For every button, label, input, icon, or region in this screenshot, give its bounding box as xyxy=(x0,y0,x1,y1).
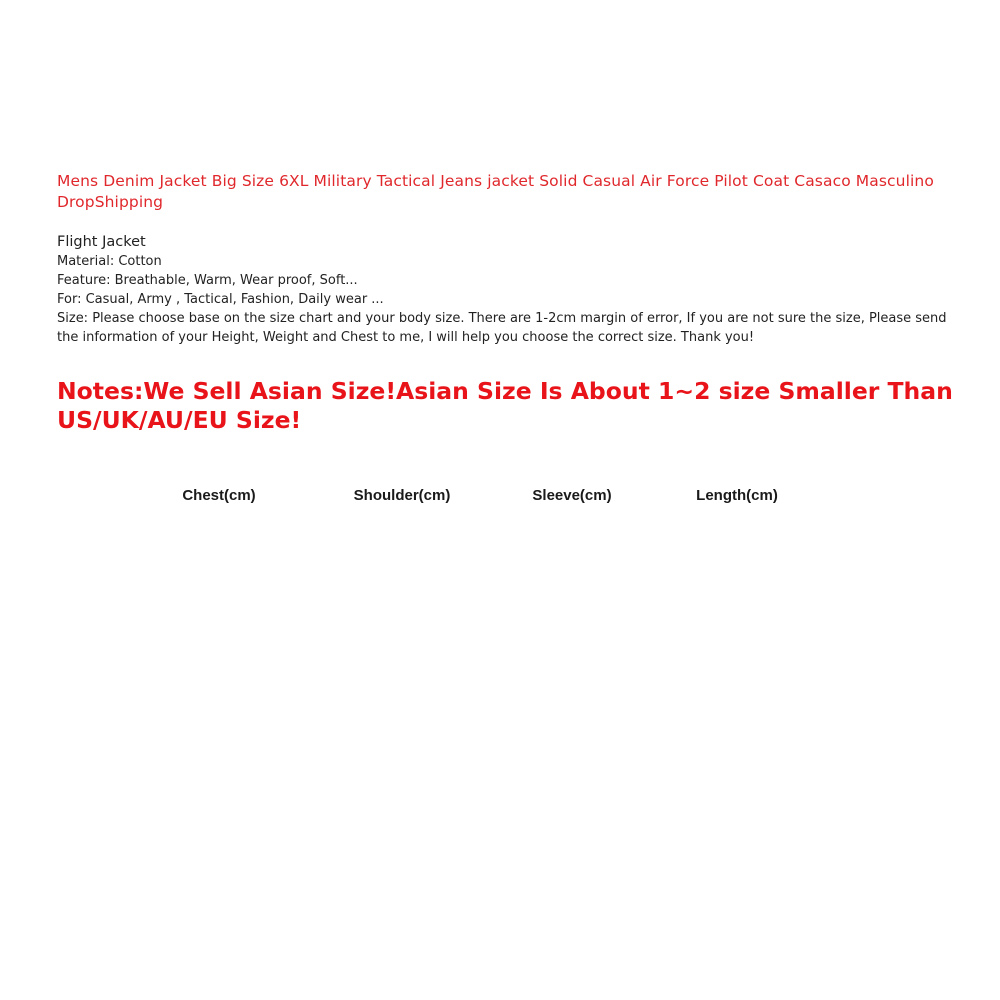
header-length: Length(cm) xyxy=(696,487,778,504)
header-shoulder: Shoulder(cm) xyxy=(353,487,451,504)
description-for: For: Casual, Army , Tactical, Fashion, Daily wear ... xyxy=(57,292,384,307)
description-material: Material: Cotton xyxy=(57,254,162,269)
asian-size-notice: Notes:We Sell Asian Size!Asian Size Is About 1~2 size Smaller Than US/UK/AU/EU Size! xyxy=(57,377,953,434)
product-title: Mens Denim Jacket Big Size 6XL Military Tactical Jeans jacket Solid Casual Air Force Pilot Coat Casaco Masculino DropShipping xyxy=(57,172,934,211)
header-chest: Chest(cm) xyxy=(182,487,256,504)
header-sleeve: Sleeve(cm) xyxy=(532,487,612,504)
description-size-note: Size: Please choose base on the size chart and your body size. There are 1-2cm margin of error, If you are not sure the size, Please send the information of your Height, Weight and Chest to me, I will help you choose the correct size. Thank you! xyxy=(57,311,947,345)
description-feature: Feature: Breathable, Warm, Wear proof, Soft... xyxy=(57,273,358,288)
description-heading: Flight Jacket xyxy=(57,234,146,250)
